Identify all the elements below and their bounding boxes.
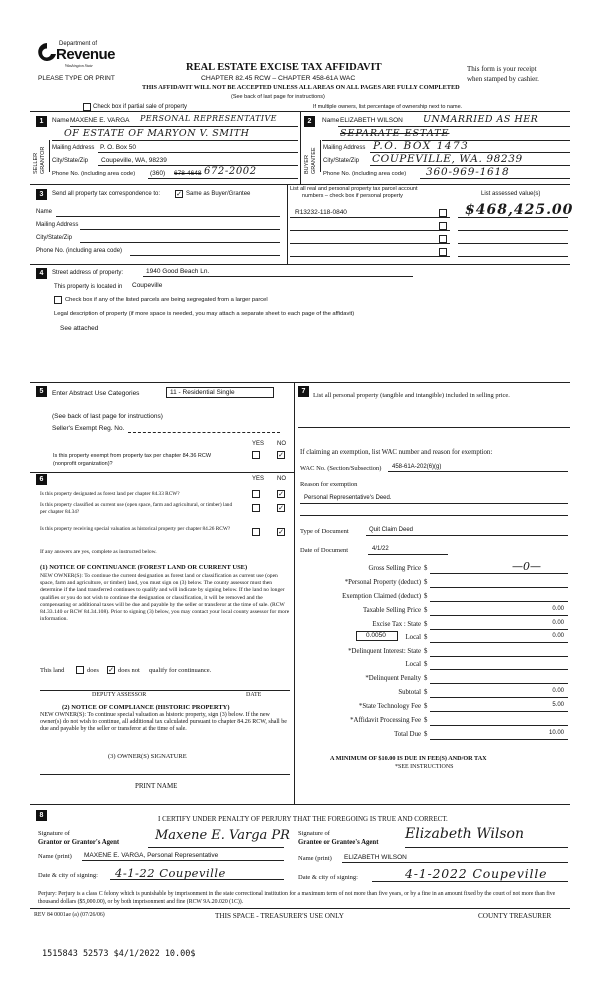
if-yes-note: If any answers are yes, complete as instructed below. [40, 549, 157, 555]
grantee-agent-label: Grantee or Grantee's Agent [298, 839, 379, 846]
abstract-use-value: 11 - Residential Single [170, 389, 235, 396]
assessed-value-handwritten[interactable]: $468,425.00 [465, 202, 574, 218]
section-2-badge: 2 [304, 116, 315, 127]
exempt-question: Is this property exempt from property tax per chapter 84.36 RCW (nonprofit organization)? [53, 453, 212, 467]
partial-sale-label: Check box if partial sale of property [93, 104, 188, 110]
grantor-name-label: Name (print) [38, 853, 72, 860]
grantor-name-print[interactable]: MAXENE E. VARGA, Personal Representative [84, 852, 219, 859]
grantor-sig-label-1: Signature of [38, 830, 70, 837]
abstract-use-label: Enter Abstract Use Categories [52, 390, 140, 397]
sec3-mailing-label: Mailing Address [36, 222, 79, 228]
does-not-qualify-checkbox[interactable]: ✓ [108, 666, 114, 674]
deputy-date-label: DATE [246, 692, 262, 698]
section-4-badge: 4 [36, 268, 47, 279]
wac-value[interactable]: 458-61A-202(6)(g) [392, 464, 442, 470]
tech-fee-label: *State Technology Fee [358, 703, 421, 710]
street-address[interactable]: 1940 Good Beach Ln. [146, 268, 210, 275]
parcel-number[interactable]: R13232-118-0840 [295, 209, 347, 216]
exempt-no-checkbox[interactable]: ✓ [278, 451, 284, 459]
section-3-badge: 3 [36, 189, 47, 200]
parcel-personal-checkbox-3[interactable] [439, 235, 447, 243]
sec5-yes: YES [252, 441, 265, 447]
buyer-side-label: BUYER GRANTEE [304, 147, 317, 174]
grantor-signature[interactable]: Maxene E. Varga PR [155, 828, 290, 843]
grantee-sig-label-1: Signature of [298, 830, 330, 837]
same-as-buyer-checkbox[interactable]: ✓ [176, 190, 182, 198]
excise-state-label: Excise Tax : State [372, 621, 421, 628]
reason-label: Reason for exemption [300, 481, 358, 488]
section-8-badge: 8 [36, 810, 47, 821]
exemption-claimed-label: Exemption Claimed (deduct) [342, 593, 421, 600]
grantee-date-city[interactable]: 4-1-2022 Coupeville [405, 866, 548, 881]
parcel-personal-checkbox-2[interactable] [439, 222, 447, 230]
buyer-city-label: City/State/Zip [323, 158, 360, 164]
parcel-header-2: numbers – check box if personal property [302, 193, 403, 199]
special-yes-checkbox[interactable] [252, 528, 260, 536]
seller-phone-label: Phone No. (including area code) [52, 171, 136, 177]
section-1-badge: 1 [36, 116, 47, 127]
seller-phone-area[interactable]: (360) [150, 170, 166, 177]
revenue-logo [37, 40, 117, 70]
seller-mailing-label: Mailing Address [52, 145, 95, 151]
current-use-question: Is this property classified as current use (open space, farm and agricultural, or timber) land per chapter 84.34? [40, 502, 233, 515]
gross-dollar: $ [424, 565, 428, 572]
seller-name-label: Name [52, 117, 70, 124]
due-dollar: $ [424, 731, 428, 738]
sec3-name-label: Name [36, 209, 53, 215]
sec5-see-back: (See back of last page for instructions) [52, 413, 163, 420]
affidavit-dollar: $ [424, 717, 428, 724]
receipt-note-1: This form is your receipt [467, 65, 537, 73]
special-no-checkbox[interactable]: ✓ [278, 528, 284, 536]
forest-no-checkbox[interactable]: ✓ [278, 490, 284, 498]
delinq-pen-dollar: $ [424, 675, 428, 682]
revenue-wordmark: Revenue [56, 46, 116, 63]
total-due-label: Total Due [394, 731, 421, 738]
grantor-date-city[interactable]: 4-1-22 Coupeville [115, 866, 226, 880]
legal-description-value[interactable]: See attached [60, 325, 99, 332]
sec6-yes: YES [252, 476, 265, 482]
same-as-buyer-label: Same as Buyer/Grantee [186, 191, 251, 197]
grantor-date-label: Date & city of signing: [38, 872, 98, 879]
local-label: Local [405, 634, 421, 641]
local-2-label: Local [405, 661, 421, 668]
local2-dollar: $ [424, 661, 428, 668]
affidavit-fee-label: *Affidavit Processing Fee [350, 717, 421, 724]
grantor-agent-label: Grantor or Grantor's Agent [38, 839, 120, 846]
segregated-label: Check box if any of the listed parcels are being segregated from a larger parcel [65, 297, 268, 303]
parcel-personal-checkbox-4[interactable] [439, 248, 447, 256]
section-7-badge: 7 [298, 386, 309, 397]
sec5-no: NO [277, 441, 286, 447]
forest-yes-checkbox[interactable] [252, 490, 260, 498]
section-6-badge: 6 [36, 474, 47, 485]
grantee-name-label: Name (print) [298, 855, 332, 862]
buyer-mailing-handwritten[interactable]: P.O. BOX 1473 [373, 140, 470, 152]
does-not-label: does not [118, 667, 140, 674]
exempt-dollar: $ [424, 593, 428, 600]
buyer-name-label: Name [322, 117, 340, 124]
local-value[interactable]: 0.00 [552, 633, 564, 639]
forest-question: Is this property designated as forest land per chapter 84.33 RCW? [40, 491, 180, 497]
grantee-name-print[interactable]: ELIZABETH WILSON [344, 854, 407, 861]
type-or-print: PLEASE TYPE OR PRINT [38, 75, 115, 82]
subtotal-value[interactable]: 0.00 [552, 688, 564, 694]
claiming-exemption-label: If claiming an exemption, list WAC number and reason for exemption: [300, 449, 493, 456]
buyer-phone-handwritten[interactable]: 360-969-1618 [426, 166, 510, 178]
personal-prop-label: *Personal Property (deduct) [344, 579, 421, 586]
personal-property-label: List all personal property (tangible and intangible) included in selling price. [313, 392, 510, 399]
street-label: Street address of property: [52, 270, 124, 276]
seller-side-label: SELLER GRANTOR [33, 146, 46, 174]
certify-statement: I CERTIFY UNDER PENALTY OF PERJURY THAT THE FOREGOING IS TRUE AND CORRECT. [158, 815, 448, 823]
buyer-mailing-label: Mailing Address [323, 145, 366, 151]
notice-compliance-title: (2) NOTICE OF COMPLIANCE (HISTORIC PROPERTY) [62, 704, 230, 711]
seller-name[interactable]: MAXENE E. VARGA [70, 117, 130, 124]
state-label: Washington State [65, 63, 93, 68]
partial-sale-checkbox[interactable] [83, 103, 91, 111]
notice-compliance-body: NEW OWNER(S): To continue special valuation as historic property, sign (3) below. If the new owner(s) do not wish to continue, all additional tax calculated pursuant to chapter 84.26 RCW, shall be due and payable by the seller or transferor at the time of sale. [40, 712, 287, 733]
local-rate-value: 0.0050 [366, 632, 386, 639]
buyer-phone-label: Phone No. (including area code) [323, 171, 407, 177]
gross-handwritten[interactable]: —0— [512, 560, 541, 573]
tech-fee-value[interactable]: 5.00 [552, 702, 564, 708]
wac-label: WAC No. (Section/Subsection) [300, 465, 382, 472]
this-land-label: This land [40, 667, 65, 674]
tech-dollar: $ [424, 703, 428, 710]
section-5-badge: 5 [36, 386, 47, 397]
print-name-label: PRINT NAME [135, 782, 178, 790]
gross-label: Gross Selling Price [368, 565, 421, 572]
subtotal-label: Subtotal [398, 689, 421, 696]
located-city[interactable]: Coupeville [132, 282, 163, 289]
seller-phone-struck: 678-4648 [174, 170, 202, 177]
delinquent-penalty-label: *Delinquent Penalty [365, 675, 421, 682]
doc-type-label: Type of Document [300, 528, 349, 535]
doc-date-label: Date of Document [300, 547, 349, 554]
notice-continuance-title: (1) NOTICE OF CONTINUANCE (FOREST LAND OR CURRENT USE) [40, 564, 248, 571]
sec6-no: NO [277, 476, 286, 482]
multiple-owners-note: If multiple owners, list percentage of ownership next to name. [313, 104, 463, 110]
special-valuation-question: Is this property receiving special valuation as historical property per chapter 84.26 RCW? [40, 526, 231, 532]
taxable-dollar: $ [424, 607, 428, 614]
doc-type-value[interactable]: Quit Claim Deed [369, 527, 414, 533]
treasurer-space: THIS SPACE - TREASURER'S USE ONLY [215, 912, 344, 920]
buyer-name-handwritten-2: SEPARATE ESTATE [340, 128, 450, 139]
located-label: This property is located in [54, 284, 123, 290]
seller-city-label: City/State/Zip [52, 158, 89, 164]
buyer-city-handwritten[interactable]: COUPEVILLE, WA. 98239 [372, 153, 523, 165]
grantee-date-label: Date & city of signing: [298, 874, 358, 881]
see-instructions: *SEE INSTRUCTIONS [395, 764, 454, 770]
grantee-signature[interactable]: Elizabeth Wilson [405, 826, 524, 842]
form-revision: REV 84 0001ae (a) (07/26/06) [34, 912, 105, 918]
segregated-checkbox[interactable] [54, 296, 62, 304]
see-back-instructions: (See back of last page for instructions) [231, 94, 325, 100]
buyer-name[interactable]: ELIZABETH WILSON [340, 117, 403, 124]
excise-state-value[interactable]: 0.00 [552, 620, 564, 626]
dept-label: Department of [59, 41, 98, 47]
taxable-label: Taxable Selling Price [362, 607, 421, 614]
parcel-header-1: List all real and personal property tax parcel account [290, 186, 418, 192]
county-treasurer: COUNTY TREASURER [478, 912, 552, 920]
exempt-reg-label: Seller's Exempt Reg. No. [52, 425, 125, 432]
does-label: does [87, 667, 99, 674]
pp-dollar: $ [424, 579, 428, 586]
notice-continuance-body: NEW OWNER(S): To continue the current designation as forest land or classification as current use (open space, farm and agriculture, or timber) land, you must sign on (3) below. The county assessor must then determine if the land transferred continues to qualify and will indicate by signing below. If the land no longer qualifies or you do not wish to continue the designation or classification, it will be removed and the compensating or additional taxes will be due and payable by the seller or transferor at the time of sale. (RCW 84.33.140 or RCW 84.34.108). Prior to signing (3) below, you may contact your local county assessor for more information. [40, 573, 290, 623]
receipt-note-2: when stamped by cashier. [467, 75, 539, 83]
seller-mailing[interactable]: P. O. Box 50 [100, 144, 137, 151]
local-dollar: $ [424, 634, 428, 641]
total-due-value[interactable]: 10.00 [548, 730, 564, 736]
parcel-personal-checkbox-1[interactable] [439, 209, 447, 217]
current-use-no-checkbox[interactable]: ✓ [278, 504, 284, 512]
sec3-city-label: City/State/Zip [36, 235, 73, 241]
excise-state-dollar: $ [424, 621, 428, 628]
not-accepted-notice: THIS AFFIDAVIT WILL NOT BE ACCEPTED UNLESS ALL AREAS ON ALL PAGES ARE FULLY COMPLETED [142, 84, 460, 91]
delinq-int-dollar: $ [424, 648, 428, 655]
owner-signature-label: (3) OWNER(S) SIGNATURE [108, 753, 187, 760]
exempt-yes-checkbox[interactable] [252, 451, 260, 459]
sec3-phone-label: Phone No. (including area code) [36, 248, 123, 254]
seller-phone-handwritten: 672-2002 [204, 166, 257, 177]
deputy-assessor-label: DEPUTY ASSESSOR [92, 692, 147, 698]
minimum-notice: A MINIMUM OF $10.00 IS DUE IN FEE(S) AND/OR TAX [330, 755, 487, 762]
perjury-notice: Perjury: Perjury is a class C felony which is punishable by imprisonment in the state correctional institution for a maximum term of not more than five years, or by a fine in an amount fixed by the court of not more than five thousand dollars ($5,000.00), or by both imprisonment and fine (RCW 9A.20.020 (1C)). [38, 891, 556, 905]
buyer-name-handwritten: UNMARRIED AS HER [423, 114, 539, 125]
doc-date-value[interactable]: 4/1/22 [372, 546, 389, 552]
legal-description-label: Legal description of property (if more space is needed, you may attach a separate sheet to each page of the affidavit) [54, 311, 355, 317]
seller-name-handwritten: PERSONAL REPRESENTATIVE [140, 114, 277, 123]
seller-name-handwritten-2: OF ESTATE OF MARYON V. SMITH [64, 128, 250, 139]
send-all-label: Send all property tax correspondence to: [52, 191, 161, 197]
taxable-value[interactable]: 0.00 [552, 606, 564, 612]
current-use-yes-checkbox[interactable] [252, 504, 260, 512]
assessed-header: List assessed value(s) [481, 191, 541, 197]
does-qualify-checkbox[interactable] [76, 666, 84, 674]
dor-logo-icon [37, 42, 57, 64]
seller-city[interactable]: Coupeville, WA, 98239 [101, 157, 167, 164]
delinquent-interest-label: *Delinquent Interest: State [348, 648, 421, 655]
subtotal-dollar: $ [424, 689, 428, 696]
treasurer-stamp: 1515843 52573 $4/1/2022 10.00$ [42, 949, 196, 959]
form-title: REAL ESTATE EXCISE TAX AFFIDAVIT [186, 62, 382, 73]
form-chapter: CHAPTER 82.45 RCW – CHAPTER 458-61A WAC [201, 75, 356, 82]
reason-value[interactable]: Personal Representative's Deed. [304, 495, 392, 501]
qualify-label: qualify for continuance. [149, 667, 212, 674]
